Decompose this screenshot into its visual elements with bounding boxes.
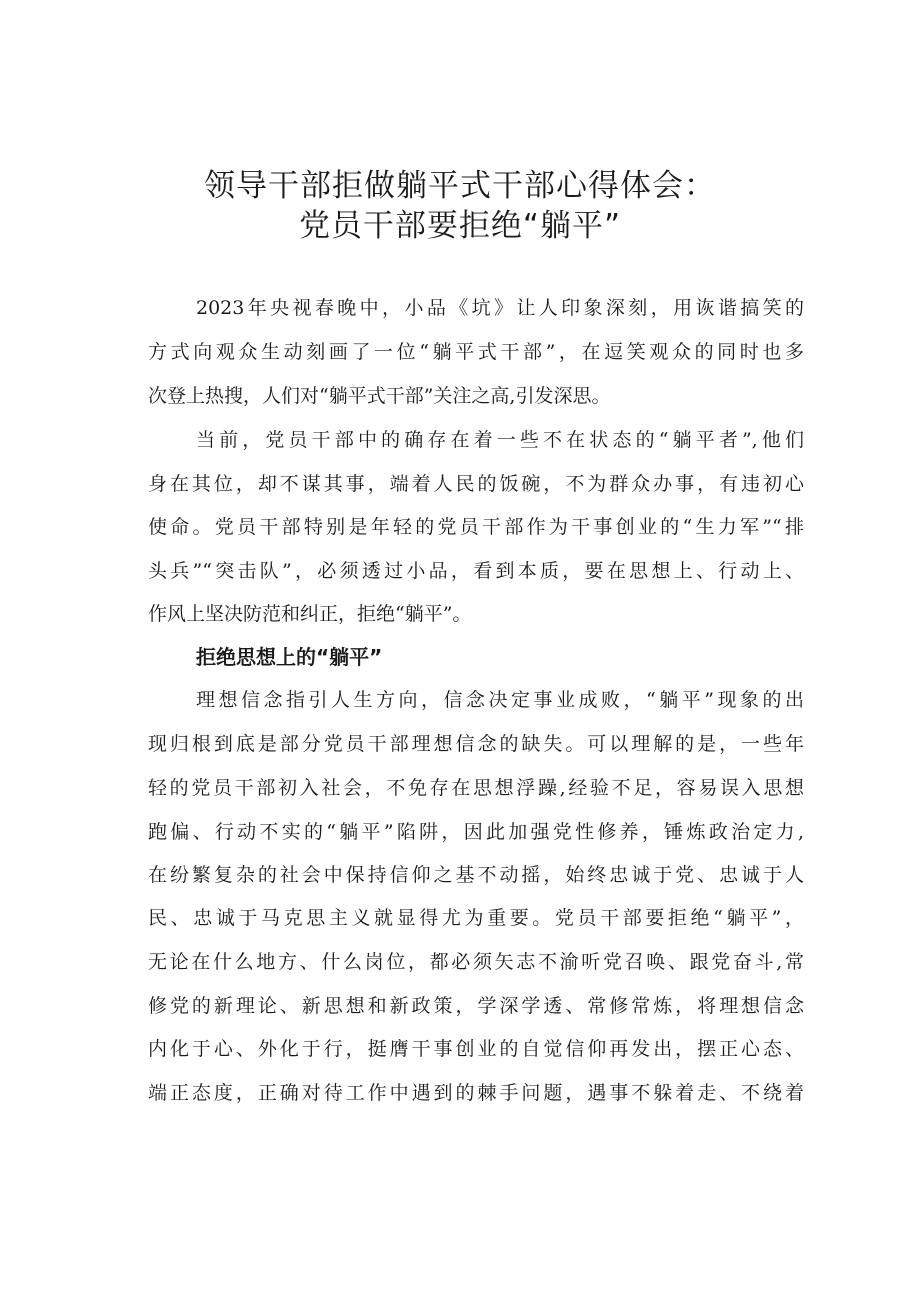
section-paragraph-line-3: 轻的党员干部初入社会，不免存在思想浮躁,经验不足，容易误入思想	[148, 777, 804, 799]
section-paragraph-line-4: 跑偏、行动不实的“躺平”陷阱，因此加强党性修养，锤炼政治定力,	[148, 821, 804, 843]
section-paragraph-line-6: 民、忠诚于马克思主义就显得尤为重要。党员干部要拒绝“躺平”，	[148, 907, 804, 929]
paragraph-2-line-3: 使命。党员干部特别是年轻的党员干部作为干事创业的“生力军”“排	[148, 516, 804, 538]
paragraph-2-line-2: 身在其位，却不谋其事，端着人民的饭碗，不为群众办事，有违初心	[148, 473, 804, 495]
section-paragraph-line-2: 现归根到底是部分党员干部理想信念的缺失。可以理解的是，一些年	[148, 733, 804, 755]
paragraph-1-line-1: 2023年央视春晚中，小品《坑》让人印象深刻，用诙谐搞笑的	[196, 297, 804, 319]
section-paragraph-line-1: 理想信念指引人生方向，信念决定事业成败，“躺平”现象的出	[196, 689, 804, 711]
section-paragraph-line-8: 修党的新理论、新思想和新政策，学深学透、常修常炼，将理想信念	[148, 995, 804, 1017]
document-title-line-2: 党员干部要拒绝“躺平”	[298, 208, 622, 244]
paragraph-1-line-3: 次登上热搜，人们对“躺平式干部”关注之高,引发深思。	[148, 385, 611, 407]
paragraph-2-line-4: 头兵”“突击队”，必须透过小品，看到本质，要在思想上、行动上、	[148, 560, 804, 582]
section-paragraph-line-5: 在纷繁复杂的社会中保持信仰之基不动摇，始终忠诚于党、忠诚于人	[148, 864, 804, 886]
paragraph-2-line-1: 当前，党员干部中的确存在着一些不在状态的“躺平者”,他们	[196, 429, 804, 451]
section-paragraph-line-9: 内化于心、外化于行，挺膺干事创业的自觉信仰再发出，摆正心态、	[148, 1038, 804, 1060]
section-paragraph-line-10: 端正态度，正确对待工作中遇到的棘手问题，遇事不躲着走、不绕着	[148, 1082, 804, 1104]
paragraph-2-line-5: 作风上坚决防范和纠正，拒绝“躺平”。	[148, 603, 472, 625]
paragraph-1-line-2: 方式向观众生动刻画了一位“躺平式干部”，在逗笑观众的同时也多	[148, 341, 804, 363]
section-paragraph-line-7: 无论在什么地方、什么岗位，都必须矢志不渝听党召唤、跟党奋斗,常	[148, 951, 804, 973]
section-heading: 拒绝思想上的“躺平”	[196, 645, 383, 669]
document-title-line-1: 领导干部拒做躺平式干部心得体会：	[204, 168, 716, 204]
